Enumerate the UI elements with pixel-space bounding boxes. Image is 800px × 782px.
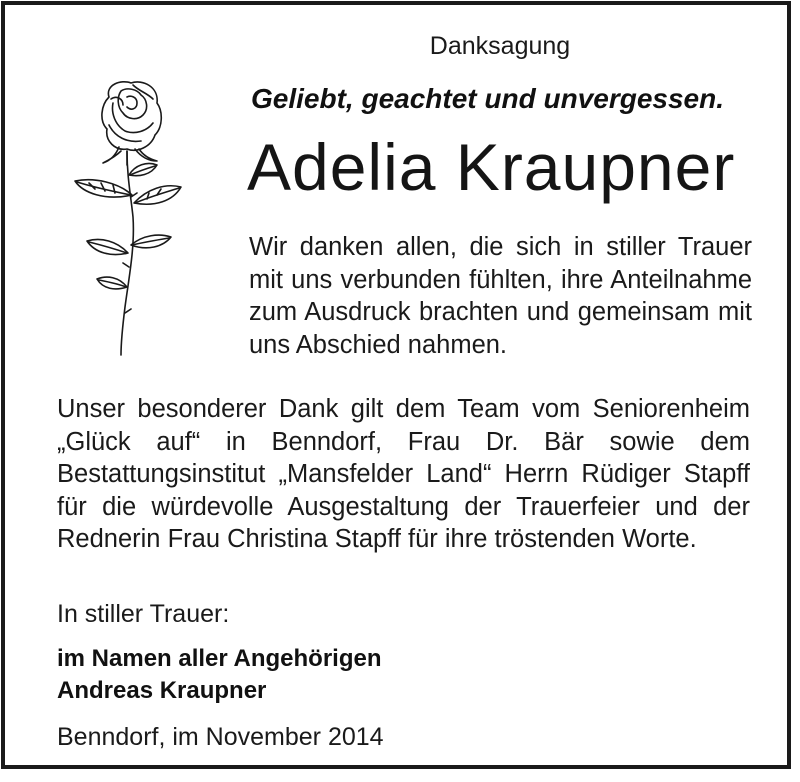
place-date: Benndorf, im November 2014 — [57, 723, 384, 751]
thanks-paragraph: Wir danken allen, die sich in stiller Trauer mit uns verbunden fühlten, ihre Anteilnahme zum Ausdruck brachten und gemeinsam mit uns Abschied nahmen. — [249, 233, 752, 359]
motto: Geliebt, geachtet und unvergessen. — [251, 83, 725, 114]
special-thanks-paragraph: Unser besonderer Dank gilt dem Team vom Seniorenheim „Glück auf“ in Benndorf, Frau Dr. Bär sowie dem Bestattungsinstitut „Mansfelder Land“ Herrn Rüdiger Stapff für die würdevolle Ausgestaltung der Trauerfeier und der Rednerin Frau Christina Stapff für ihre tröstenden Worte. — [57, 395, 750, 553]
signers — [57, 643, 382, 707]
notice-heading: Danksagung — [429, 32, 571, 60]
mourning-label: In stiller Trauer: — [57, 600, 230, 628]
obituary-notice — [1, 1, 791, 769]
signer-line: Andreas Kraupner — [57, 677, 267, 704]
rose-icon — [65, 77, 189, 359]
deceased-name: Adelia Kraupner — [247, 130, 736, 204]
signer-line: im Namen aller Angehörigen — [57, 645, 382, 672]
